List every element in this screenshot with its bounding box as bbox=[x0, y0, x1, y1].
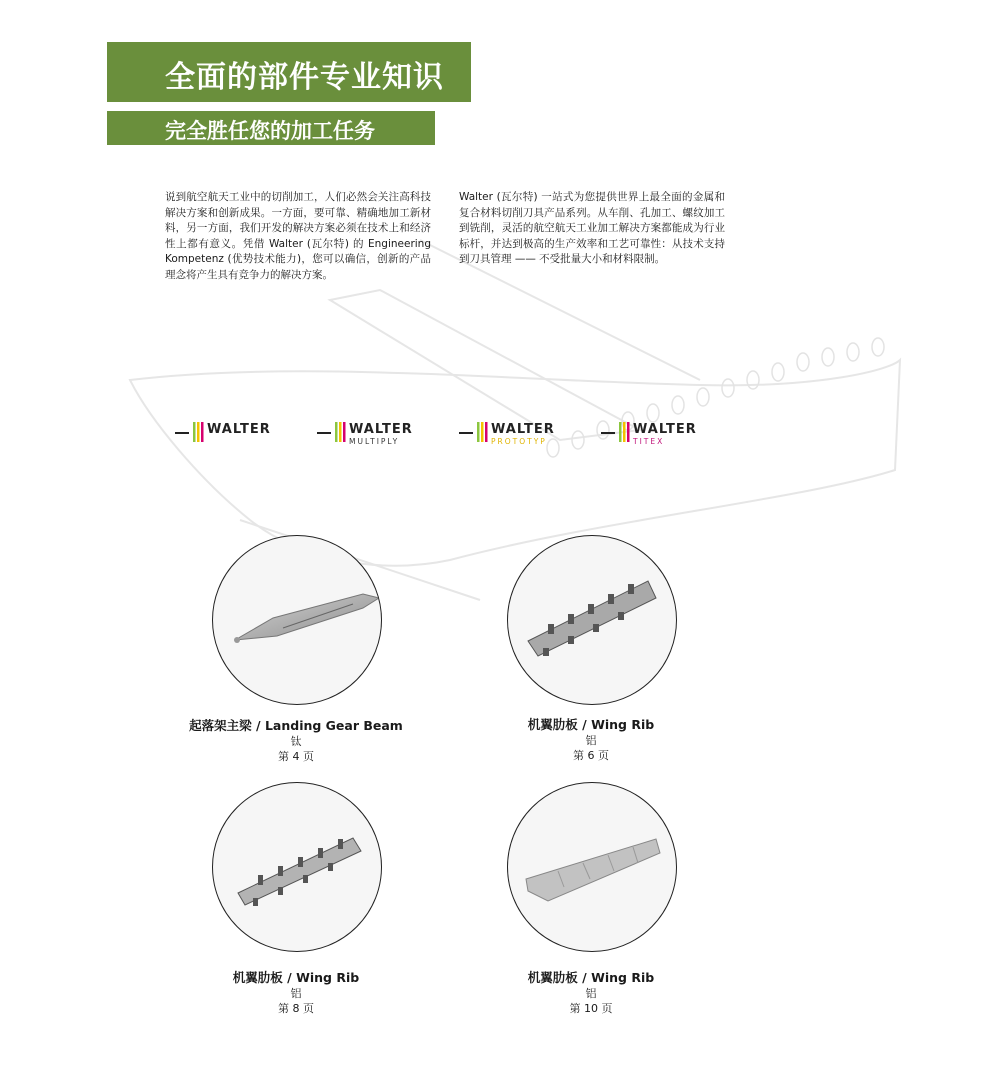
intro-paragraph-right: Walter (瓦尔特) 一站式为您提供世界上最全面的金属和复合材料切削刀具产品系列。从车削、孔加工、螺纹加工到铣削，灵活的航空航天工业加工解决方案都能成为行业标杆，并达到极高的生产效率和工艺可靠性：从技术支持到刀具管理 —— 不受批量大小和材料限制。 bbox=[459, 191, 725, 265]
walter-logo bbox=[175, 418, 295, 448]
logo-wordmark: WALTER bbox=[349, 422, 413, 437]
walter-prototyp-logo bbox=[459, 418, 579, 448]
part-page: 第 10 页 bbox=[569, 1002, 613, 1015]
part-page: 第 8 页 bbox=[278, 1002, 314, 1015]
part-title: 起落架主梁 / Landing Gear Beam bbox=[189, 718, 403, 733]
logo-wordmark: WALTER bbox=[207, 422, 271, 437]
wing-rib-image-3[interactable] bbox=[507, 782, 677, 952]
part-material: 铝 bbox=[290, 987, 302, 1000]
intro-paragraph-left: 说到航空航天工业中的切削加工，人们必然会关注高科技解决方案和创新成果。一方面，要可靠、精确地加工新材料，另一方面，我们开发的解决方案必须在技术上和经济性上都有意义。凭借 Walter (瓦尔特) 的 Engineering Kompetenz (优势技术能力)，您可以确信，创新的产品理念将产生具有竞争力的解决方案。 bbox=[165, 191, 431, 281]
landing-gear-beam-image[interactable] bbox=[212, 535, 382, 705]
wing-rib-image-1[interactable] bbox=[507, 535, 677, 705]
walter-multiply-logo bbox=[317, 418, 437, 448]
part-card-landing-gear-beam bbox=[176, 718, 416, 764]
logo-subbrand: MULTIPLY bbox=[349, 437, 400, 446]
page-title: 全面的部件专业知识 bbox=[165, 60, 444, 95]
page-subtitle: 完全胜任您的加工任务 bbox=[165, 119, 375, 143]
part-title: 机翼肋板 / Wing Rib bbox=[527, 717, 655, 732]
part-card-wing-rib-2 bbox=[176, 970, 416, 1016]
part-card-wing-rib-1 bbox=[471, 717, 711, 763]
part-page: 第 6 页 bbox=[573, 749, 609, 762]
part-title: 机翼肋板 / Wing Rib bbox=[527, 970, 655, 985]
logo-wordmark: WALTER bbox=[491, 422, 555, 437]
logo-subbrand: TITEX bbox=[633, 437, 665, 446]
part-material: 钛 bbox=[290, 735, 302, 748]
page-title-bar bbox=[107, 42, 471, 102]
part-material: 铝 bbox=[585, 734, 597, 747]
walter-titex-logo bbox=[601, 418, 721, 448]
part-material: 铝 bbox=[585, 987, 597, 1000]
logo-wordmark: WALTER bbox=[633, 422, 697, 437]
page-subtitle-bar bbox=[107, 111, 435, 145]
part-title: 机翼肋板 / Wing Rib bbox=[232, 970, 360, 985]
part-card-wing-rib-3 bbox=[471, 970, 711, 1016]
wing-rib-image-2[interactable] bbox=[212, 782, 382, 952]
part-page: 第 4 页 bbox=[278, 750, 314, 763]
logo-subbrand: PROTOTYP bbox=[491, 437, 547, 446]
